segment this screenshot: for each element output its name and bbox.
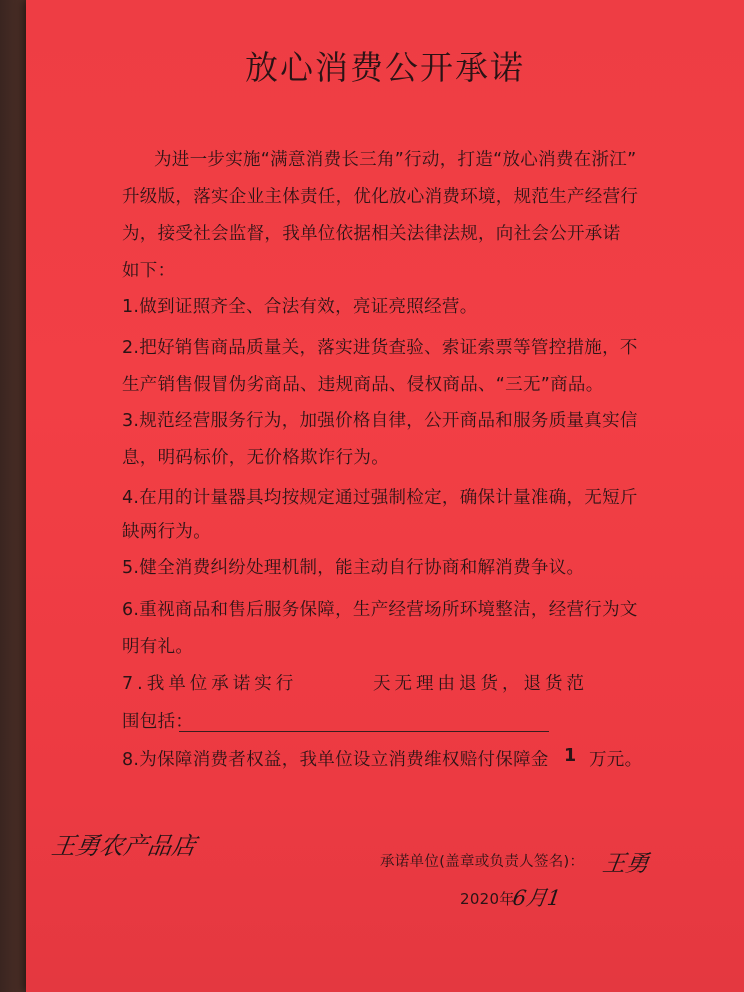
handwritten-date: 6月1 <box>511 886 563 910</box>
red-notice-paper <box>26 0 744 992</box>
intro-line-4: 如下： <box>122 261 176 281</box>
commitment-item-6-line-1: 6.重视商品和售后服务保障，生产经营场所环境整洁，经营行为文 <box>122 600 638 620</box>
page-title: 放心消费公开承诺 <box>245 48 525 87</box>
signature-label: 承诺单位(盖章或负责人签名)： <box>380 854 585 870</box>
handwritten-store-name: 王勇农产品店 <box>49 832 198 860</box>
handwritten-signature: 王勇 <box>600 851 651 877</box>
intro-line-1: 为进一步实施“满意消费长三角”行动，打造“放心消费在浙江” <box>154 150 637 170</box>
date-year: 2020年 <box>460 890 515 908</box>
commitment-item-8-part-2: 万元。 <box>589 750 643 770</box>
commitment-item-2-line-1: 2.把好销售商品质量关，落实进货查验、索证索票等管控措施，不 <box>122 338 638 358</box>
commitment-item-6-line-2: 明有礼。 <box>122 637 194 657</box>
commitment-item-4-line-2: 缺两行为。 <box>122 522 211 542</box>
guarantee-amount: 1 <box>564 746 577 766</box>
commitment-item-3-line-2: 息，明码标价，无价格欺诈行为。 <box>122 448 389 468</box>
commitment-item-4-line-1: 4.在用的计量器具均按规定通过强制检定，确保计量准确，无短斤 <box>122 488 638 508</box>
commitment-item-8-part-1: 8.为保障消费者权益，我单位设立消费维权赔付保障金 <box>122 750 549 770</box>
commitment-item-7-line-2: 围包括： <box>122 712 194 732</box>
commitment-item-7-part-1: 7.我单位承诺实行 <box>122 674 298 694</box>
commitment-item-1: 1.做到证照齐全、合法有效，亮证亮照经营。 <box>122 297 478 317</box>
intro-line-2: 升级版，落实企业主体责任，优化放心消费环境，规范生产经营行 <box>122 187 639 207</box>
commitment-item-7-part-2: 天无理由退货，退货范 <box>373 674 588 694</box>
intro-line-3: 为，接受社会监督，我单位依据相关法律法规，向社会公开承诺 <box>122 224 621 244</box>
commitment-item-2-line-2: 生产销售假冒伪劣商品、违规商品、侵权商品、“三无”商品。 <box>122 375 604 395</box>
commitment-item-3-line-1: 3.规范经营服务行为，加强价格自律，公开商品和服务质量真实信 <box>122 411 638 431</box>
return-scope-blank-line <box>179 731 549 732</box>
commitment-item-5: 5.健全消费纠纷处理机制，能主动自行协商和解消费争议。 <box>122 558 585 578</box>
